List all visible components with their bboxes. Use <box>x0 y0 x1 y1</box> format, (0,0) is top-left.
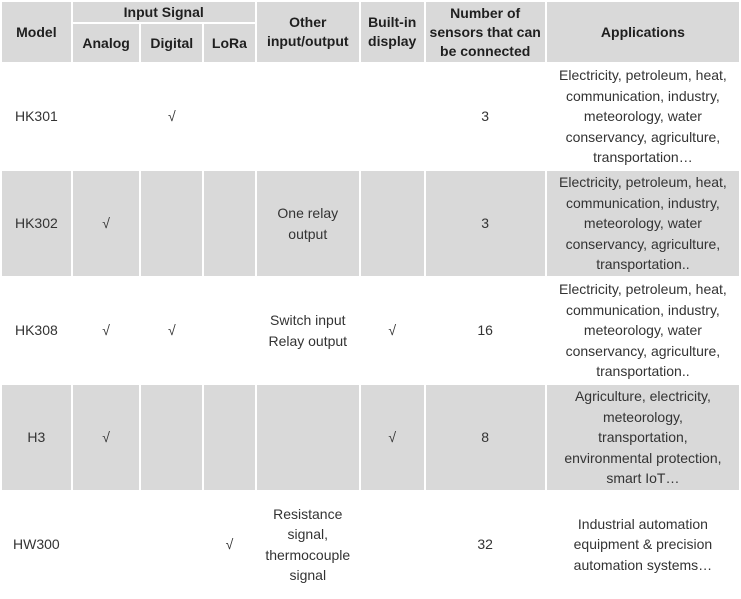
header-sensors-line3: be connected <box>440 42 531 59</box>
applications-cell <box>547 278 739 383</box>
applications-line: transportation.. <box>596 256 690 273</box>
sensors-cell: 3 <box>426 64 545 169</box>
analog-cell <box>73 492 140 597</box>
header-model: Model <box>2 2 71 62</box>
sensors-cell: 3 <box>426 171 545 276</box>
lora-cell <box>204 385 255 490</box>
analog-cell: √ <box>73 171 140 276</box>
applications-line: transportation… <box>593 149 693 166</box>
applications-line: transportation.. <box>596 363 690 380</box>
header-lora: LoRa <box>204 24 255 62</box>
model-cell: HK301 <box>2 64 71 169</box>
table-row <box>2 171 739 276</box>
applications-cell <box>547 64 739 169</box>
other-io-line: signal, <box>287 526 328 542</box>
applications-line: transportation, <box>598 429 688 446</box>
digital-cell: √ <box>141 278 202 383</box>
applications-line: meteorology, <box>602 408 683 425</box>
table-row <box>2 385 739 490</box>
applications-line: equipment & precision <box>573 536 713 553</box>
applications-line: conservancy, agriculture, <box>565 235 721 252</box>
digital-cell <box>141 385 202 490</box>
other-io-cell <box>257 171 359 276</box>
digital-cell <box>141 492 202 597</box>
model-cell: HW300 <box>2 492 71 597</box>
applications-line: smart IoT… <box>606 470 680 487</box>
table-row <box>2 492 739 597</box>
header-other-io <box>257 2 359 62</box>
applications-cell <box>547 171 739 276</box>
sensors-cell: 16 <box>426 278 545 383</box>
lora-cell <box>204 171 255 276</box>
applications-line: Industrial automation <box>577 515 708 532</box>
model-cell: H3 <box>2 385 71 490</box>
display-cell: √ <box>361 385 424 490</box>
analog-cell <box>73 64 140 169</box>
applications-line: communication, industry, <box>566 87 720 104</box>
header-sensors-line2: sensors that can <box>429 23 541 40</box>
applications-line: meteorology, water <box>583 108 702 125</box>
other-io-line: Relay output <box>268 332 348 349</box>
header-sensors-line1: Number of <box>450 4 521 21</box>
applications-line: environmental protection, <box>564 449 722 466</box>
table-row <box>2 64 739 169</box>
header-display <box>361 2 424 62</box>
header-analog: Analog <box>73 24 140 62</box>
digital-cell: √ <box>141 64 202 169</box>
header-other-io-line2: input/output <box>266 33 349 49</box>
display-cell <box>361 492 424 597</box>
applications-line: communication, industry, <box>566 301 720 318</box>
applications-line: communication, industry, <box>566 194 720 211</box>
display-cell <box>361 171 424 276</box>
applications-cell <box>547 385 739 490</box>
applications-line: Electricity, petroleum, heat, <box>559 281 727 298</box>
sensors-cell: 8 <box>426 385 545 490</box>
table-row <box>2 278 739 383</box>
other-io-cell <box>257 385 359 490</box>
header-other-io-line1: Other <box>289 14 327 30</box>
applications-line: Electricity, petroleum, heat, <box>559 174 727 191</box>
applications-line: automation systems… <box>573 556 713 573</box>
applications-cell <box>547 492 739 597</box>
analog-cell: √ <box>73 385 140 490</box>
header-input-signal: Input Signal <box>73 2 255 22</box>
header-display-line1: Built-in <box>368 14 417 30</box>
header-applications: Applications <box>547 2 739 62</box>
analog-cell: √ <box>73 278 140 383</box>
other-io-line: Resistance <box>273 505 343 522</box>
applications-line: conservancy, agriculture, <box>565 342 721 359</box>
header-digital: Digital <box>141 24 202 62</box>
applications-line: Electricity, petroleum, heat, <box>559 67 727 84</box>
sensors-cell: 32 <box>426 492 545 597</box>
applications-line: conservancy, agriculture, <box>565 128 721 145</box>
applications-line: meteorology, water <box>583 215 702 232</box>
other-io-line: signal <box>289 567 327 583</box>
applications-line: meteorology, water <box>583 322 702 339</box>
model-cell: HK308 <box>2 278 71 383</box>
other-io-line: thermocouple <box>265 546 351 563</box>
other-io-line: output <box>288 225 328 242</box>
other-io-line: Switch input <box>270 312 346 328</box>
header-display-line2: display <box>368 33 417 49</box>
other-io-cell <box>257 278 359 383</box>
other-io-cell <box>257 64 359 169</box>
lora-cell: √ <box>204 492 255 597</box>
model-cell: HK302 <box>2 171 71 276</box>
lora-cell <box>204 64 255 169</box>
digital-cell <box>141 171 202 276</box>
lora-cell <box>204 278 255 383</box>
other-io-cell <box>257 492 359 597</box>
header-sensors <box>426 2 545 62</box>
display-cell <box>361 64 424 169</box>
display-cell: √ <box>361 278 424 383</box>
other-io-line: One relay <box>277 205 339 221</box>
applications-line: Agriculture, electricity, <box>574 388 711 405</box>
